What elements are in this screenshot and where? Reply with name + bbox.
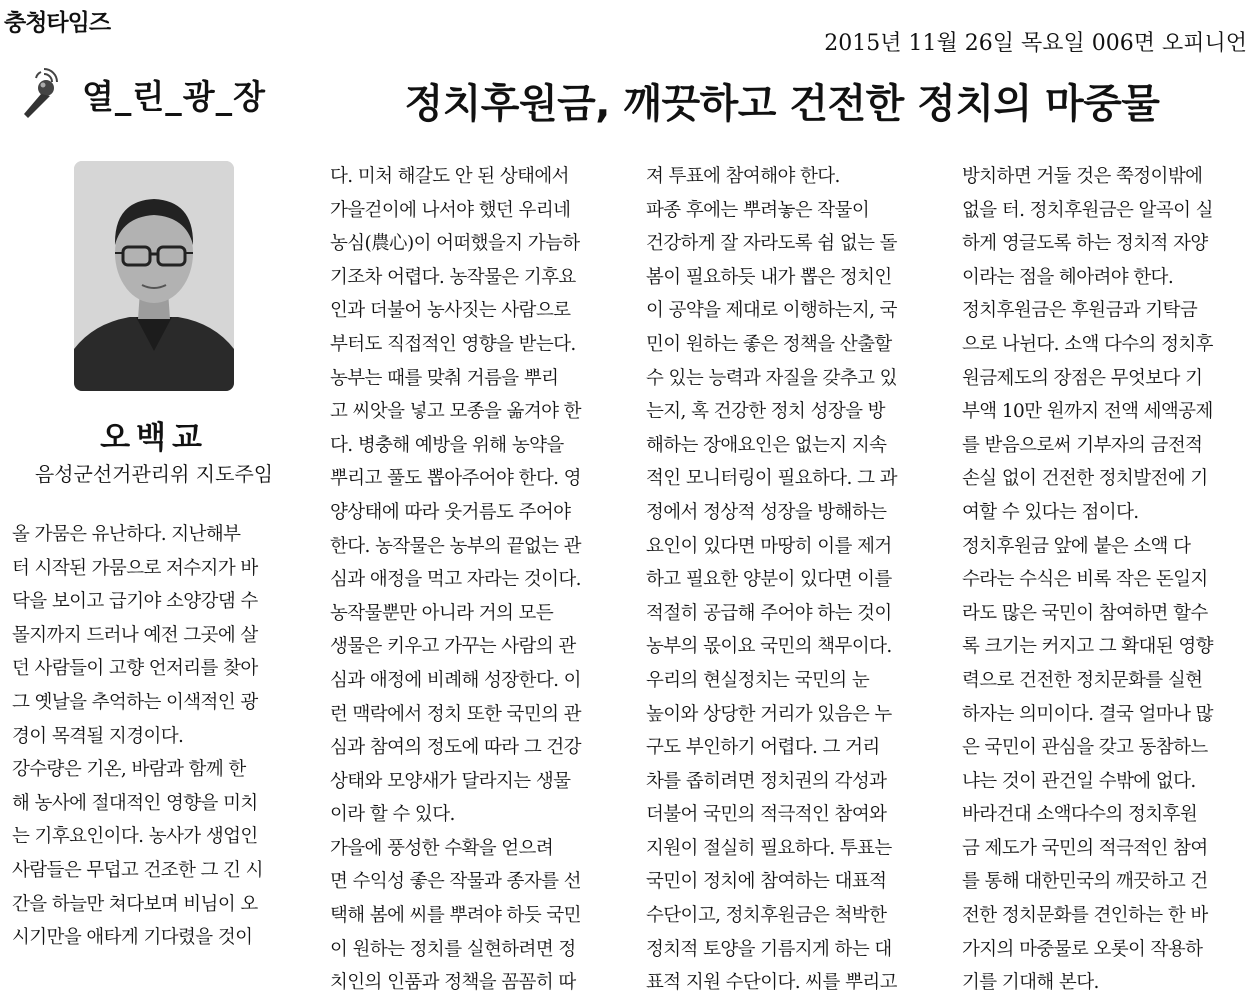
- text-line: 기조차 어렵다. 농작물은 기후요: [330, 266, 576, 288]
- text-line: 뿌리고 풀도 뽑아주어야 한다. 영: [330, 468, 581, 490]
- text-line: 고 씨앗을 넣고 모종을 옮겨야 한: [330, 401, 581, 423]
- text-line: 부액 10만 원까지 전액 세액공제: [962, 401, 1213, 423]
- article-column-2: [330, 160, 614, 1000]
- text-line: 해하는 장애요인은 없는지 지속: [646, 434, 887, 456]
- text-line: 져 투표에 참여해야 한다.: [646, 166, 840, 187]
- text-line: 표적 지원 수단이다. 씨를 뿌리고: [646, 972, 897, 994]
- text-line: 올 가뭄은 유난하다. 지난해부: [12, 524, 241, 545]
- text-line: 하게 영글도록 하는 정치적 자양: [962, 233, 1208, 255]
- text-line: 지원이 절실히 필요하다. 투표는: [646, 837, 892, 859]
- text-line: 록 크기는 커지고 그 확대된 영향: [962, 636, 1213, 658]
- text-line: 상태와 모양새가 달라지는 생물: [330, 770, 571, 792]
- text-line: 사람들은 무덥고 건조한 그 긴 시: [12, 859, 263, 881]
- text-line: 수단이고, 정치후원금은 척박한: [646, 905, 887, 927]
- text-line: 농심(農心)이 어떠했을지 가늠하: [330, 233, 580, 255]
- text-line: 수 있는 능력과 자질을 갖추고 있: [646, 367, 897, 389]
- text-line: 시기만을 애타게 기다렸을 것이: [12, 927, 253, 949]
- text-line: 높이와 상당한 거리가 있음은 누: [646, 703, 892, 725]
- text-line: 요인이 있다면 마땅히 이를 제거: [646, 535, 892, 557]
- text-line: 하자는 의미이다. 결국 얼마나 많: [962, 703, 1213, 725]
- text-line: 생물은 키우고 가꾸는 사람의 관: [330, 636, 576, 658]
- text-line: 바라건대 소액다수의 정치후원: [962, 804, 1198, 826]
- text-line: 민이 원하는 좋은 정책을 산출할: [646, 333, 892, 355]
- author-name: 오백교: [100, 420, 208, 456]
- text-line: 이라는 점을 헤아려야 한다.: [962, 266, 1174, 288]
- text-line: 정치후원금은 후원금과 기탁금: [962, 300, 1198, 322]
- text-line: 이 원하는 정치를 실현하려면 정: [330, 938, 576, 960]
- text-line: 전한 정치문화를 견인하는 한 바: [962, 905, 1208, 927]
- text-line: 해 농사에 절대적인 영향을 미치: [12, 792, 258, 814]
- dateline: 2015년 11월 26일 목요일 006면 오피니언: [824, 31, 1247, 56]
- headline: 정치후원금, 깨끗하고 건전한 정치의 마중물: [404, 81, 1160, 127]
- article-column-1: [12, 518, 296, 955]
- text-line: 냐는 것이 관건일 수밖에 없다.: [962, 770, 1196, 792]
- text-line: 강수량은 기온, 바람과 함께 한: [12, 759, 246, 781]
- text-line: 이라 할 수 있다.: [330, 804, 455, 826]
- text-line: 가을걷이에 나서야 했던 우리네: [330, 199, 571, 221]
- text-line: 정치후원금 앞에 붙은 소액 다: [962, 535, 1191, 557]
- section-label: 열_린_광_장: [82, 76, 267, 116]
- author-portrait: [74, 161, 234, 391]
- text-line: 력으로 건전한 정치문화를 실현: [962, 669, 1203, 691]
- text-line: 인과 더불어 농사짓는 사람으로: [330, 300, 571, 322]
- text-line: 차를 좁히려면 정치권의 각성과: [646, 770, 887, 792]
- text-line: 런 맥락에서 정치 또한 국민의 관: [330, 703, 581, 725]
- text-line: 농부는 때를 맞춰 거름을 뿌리: [330, 367, 559, 389]
- text-line: 정치적 토양을 기름지게 하는 대: [646, 938, 892, 960]
- microphone-icon: [14, 66, 74, 122]
- text-line: 원금제도의 장점은 무엇보다 기: [962, 367, 1203, 389]
- text-line: 를 받음으로써 기부자의 금전적: [962, 434, 1203, 456]
- text-line: 정에서 정상적 성장을 방해하는: [646, 501, 887, 523]
- text-line: 다. 미처 해갈도 안 된 상태에서: [330, 166, 569, 187]
- text-line: 닥을 보이고 급기야 소양강댐 수: [12, 591, 258, 613]
- text-line: 농부의 몫이요 국민의 책무이다.: [646, 636, 892, 658]
- text-line: 터 시작된 가뭄으로 저수지가 바: [12, 557, 258, 579]
- text-line: 없을 터. 정치후원금은 알곡이 실: [962, 199, 1213, 221]
- text-line: 농작물뿐만 아니라 거의 모든: [330, 602, 554, 624]
- text-line: 한다. 농작물은 농부의 끝없는 관: [330, 535, 581, 557]
- text-line: 손실 없이 건전한 정치발전에 기: [962, 468, 1208, 490]
- text-line: 다. 병충해 예방을 위해 농약을: [330, 434, 564, 456]
- text-line: 파종 후에는 뿌려놓은 작물이: [646, 199, 870, 221]
- text-line: 적인 모니터링이 필요하다. 그 과: [646, 468, 897, 490]
- text-line: 국민이 정치에 참여하는 대표적: [646, 871, 887, 893]
- text-line: 건강하게 잘 자라도록 쉼 없는 돌: [646, 233, 897, 255]
- text-line: 이 공약을 제대로 이행하는지, 국: [646, 300, 897, 322]
- text-line: 더불어 국민의 적극적인 참여와: [646, 804, 887, 826]
- text-line: 가을에 풍성한 수확을 얻으려: [330, 837, 554, 859]
- text-line: 하고 필요한 양분이 있다면 이를: [646, 569, 892, 591]
- text-line: 기를 기대해 본다.: [962, 972, 1099, 994]
- text-line: 심과 애정을 먹고 자라는 것이다.: [330, 569, 581, 591]
- text-line: 구도 부인하기 어렵다. 그 거리: [646, 737, 880, 759]
- text-line: 는지, 혹 건강한 정치 성장을 방: [646, 401, 885, 423]
- text-line: 그 옛날을 추억하는 이색적인 광: [12, 691, 258, 713]
- text-line: 부터도 직접적인 영향을 받는다.: [330, 333, 576, 355]
- text-line: 우리의 현실정치는 국민의 눈: [646, 669, 870, 691]
- text-line: 적절히 공급해 주어야 하는 것이: [646, 602, 892, 624]
- text-line: 는 기후요인이다. 농사가 생업인: [12, 826, 258, 848]
- text-line: 면 수익성 좋은 작물과 종자를 선: [330, 871, 581, 893]
- text-line: 금 제도가 국민의 적극적인 참여: [962, 837, 1208, 859]
- author-title: 음성군선거관리위 지도주임: [34, 462, 274, 486]
- text-line: 방치하면 거둘 것은 쭉정이밖에: [962, 166, 1203, 187]
- text-line: 던 사람들이 고향 언저리를 찾아: [12, 658, 258, 680]
- text-line: 봄이 필요하듯 내가 뽑은 정치인: [646, 266, 892, 288]
- text-line: 몰지까지 드러나 예전 그곳에 살: [12, 624, 258, 646]
- text-line: 를 통해 대한민국의 깨끗하고 건: [962, 871, 1208, 893]
- text-line: 수라는 수식은 비록 작은 돈일지: [962, 569, 1208, 591]
- text-line: 라도 많은 국민이 참여하면 할수: [962, 602, 1208, 624]
- article-column-3: [646, 160, 930, 1000]
- text-line: 가지의 마중물로 오롯이 작용하: [962, 938, 1203, 960]
- text-line: 택해 봄에 씨를 뿌려야 하듯 국민: [330, 905, 581, 927]
- article-column-4: [962, 160, 1246, 1000]
- text-line: 간을 하늘만 쳐다보며 비님이 오: [12, 893, 258, 915]
- section-header: [14, 64, 266, 124]
- text-line: 은 국민이 관심을 갖고 동참하느: [962, 737, 1208, 759]
- masthead: 충청타임즈: [4, 10, 111, 36]
- text-line: 양상태에 따라 웃거름도 주어야: [330, 501, 571, 523]
- text-line: 경이 목격될 지경이다.: [12, 725, 184, 747]
- text-line: 여할 수 있다는 점이다.: [962, 501, 1139, 523]
- text-line: 심과 참여의 정도에 따라 그 건강: [330, 737, 581, 759]
- text-line: 심과 애정에 비례해 성장한다. 이: [330, 669, 581, 691]
- text-line: 으로 나뉜다. 소액 다수의 정치후: [962, 333, 1213, 355]
- text-line: 치인의 인품과 정책을 꼼꼼히 따: [330, 972, 576, 994]
